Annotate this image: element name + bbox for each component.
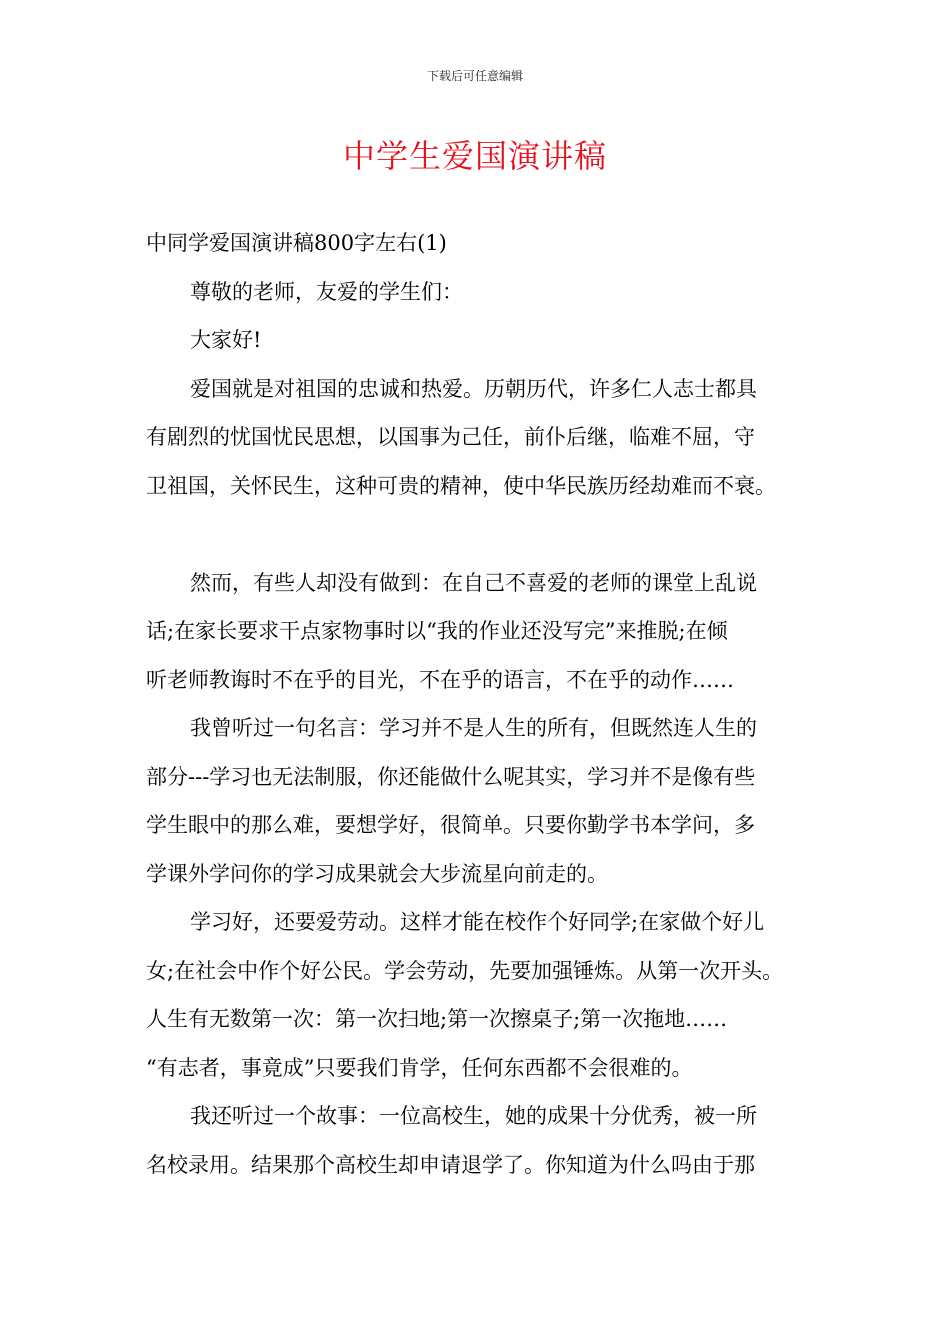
salutation-line: 尊敬的老师，友爱的学生们： <box>190 279 463 304</box>
paragraph-line: 女;在社会中作个好公民。学会劳动，先要加强锤炼。从第一次开头。 <box>146 958 784 983</box>
paragraph-line: 听老师教诲时不在乎的目光，不在乎的语言，不在乎的动作…… <box>146 667 734 692</box>
header-note: 下载后可任意编辑 <box>426 69 523 83</box>
paragraph-line: 名校录用。结果那个高校生却申请退学了。你知道为什么吗由于那 <box>146 1152 755 1177</box>
paragraph-line: 我还听过一个故事：一位高校生，她的成果十分优秀，被一所 <box>190 1104 757 1128</box>
greeting <box>146 316 814 365</box>
paragraph-line: 爱国就是对祖国的忠诚和热爱。历朝历代，许多仁人志士都具 <box>190 376 757 401</box>
paragraph-3 <box>146 704 814 898</box>
document-body <box>146 219 814 1189</box>
paragraph-1 <box>146 365 814 511</box>
paragraph-line: 学课外学问你的学习成果就会大步流星向前走的。 <box>146 861 608 886</box>
paragraph-line: 人生有无数第一次：第一次扫地;第一次擦桌子;第一次拖地…… <box>146 1007 728 1031</box>
paragraph-line: 部分---学习也无法制服，你还能做什么呢其实，学习并不是像有些 <box>146 764 756 789</box>
paragraph-line: 学习好，还要爱劳动。这样才能在校作个好同学;在家做个好儿 <box>190 910 765 934</box>
paragraph-line: 卫祖国，关怀民生，这种可贵的精神，使中华民族历经劫难而不衰。 <box>146 473 776 498</box>
document-title: 中学生爱国演讲稿 <box>342 137 607 175</box>
document-subtitle <box>146 219 814 268</box>
greeting-line: 大家好! <box>190 328 262 352</box>
paragraph-line: 有剧烈的忧国忧民思想，以国事为己任，前仆后继，临难不屈，守 <box>146 425 755 449</box>
paragraph-line: 话;在家长要求干点家物事时以“我的作业还没写完”来推脱;在倾 <box>146 619 728 643</box>
paragraph-line: “有志者，事竟成”只要我们肯学，任何东西都不会很难的。 <box>146 1055 693 1080</box>
paragraph-line: 学生眼中的那么难，要想学好，很简单。只要你勤学书本学问，多 <box>146 813 755 837</box>
paragraph-line: 我曾听过一句名言：学习并不是人生的所有，但既然连人生的 <box>190 716 757 740</box>
salutation <box>146 268 814 317</box>
paragraph-5 <box>146 1092 814 1189</box>
paragraph-spacer <box>146 510 814 559</box>
paragraph-4 <box>146 898 814 1092</box>
subtitle-line: 中同学爱国演讲稿800字左右(1) <box>146 231 447 255</box>
paragraph-line: 然而，有些人却没有做到：在自己不喜爱的老师的课堂上乱说 <box>190 570 757 595</box>
paragraph-2 <box>146 559 814 705</box>
